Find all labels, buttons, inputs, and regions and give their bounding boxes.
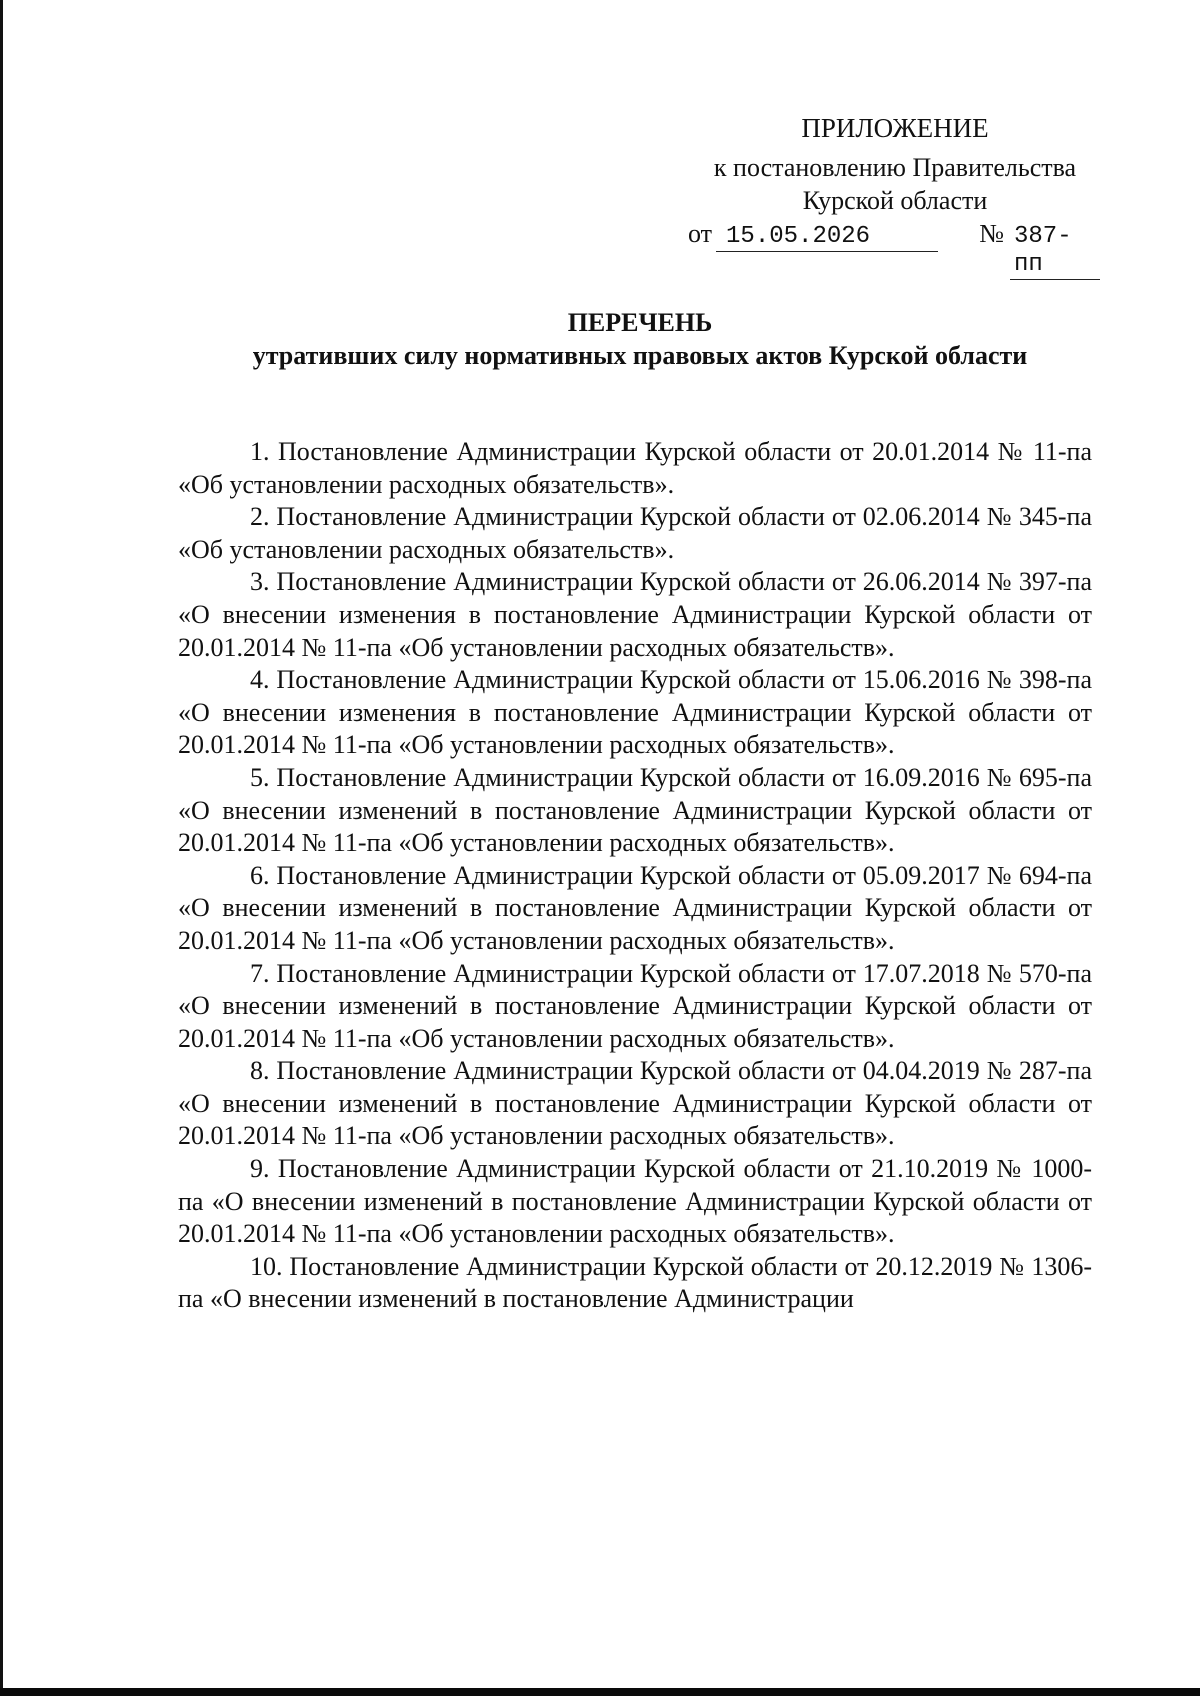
date-group: [688, 217, 938, 252]
list-item: 7. Постановление Администрации Курской области от 17.07.2018 № 570-па «О внесении изменений в постановление Администрации Курской области от 20.01.2014 № 11-па «Об установлении расходных обязательств».: [178, 958, 1092, 1053]
list-item: 10. Постановление Администрации Курской области от 20.12.2019 № 1306-па «О внесении изменений в постановление Администрации: [178, 1251, 1092, 1314]
list-item: 4. Постановление Администрации Курской области от 15.06.2016 № 398-па «О внесении изменения в постановление Администрации Курской области от 20.01.2014 № 11-па «Об установлении расходных обязательств».: [178, 665, 1092, 760]
date-value: 15.05.2026: [716, 223, 938, 252]
appendix-date-row: [688, 217, 1100, 280]
document-title: ПЕРЕЧЕНЬ: [567, 308, 713, 337]
scan-left-edge: [0, 0, 3, 1696]
appendix-line-resolution: к постановлению Правительства: [713, 153, 1077, 182]
appendix-title: ПРИЛОЖЕНИЕ: [801, 113, 989, 143]
list-item: 5. Постановление Администрации Курской области от 16.09.2016 № 695-па «О внесении изменений в постановление Администрации Курской области от 20.01.2014 № 11-па «Об установлении расходных обязательств».: [178, 762, 1092, 858]
list-item: 2. Постановление Администрации Курской области от 02.06.2014 № 345-па «Об установлении расходных обязательств».: [178, 502, 1092, 564]
scan-bottom-edge: [0, 1688, 1200, 1696]
list-item: 8. Постановление Администрации Курской области от 04.04.2019 № 287-па «О внесении изменений в постановление Администрации Курской области от 20.01.2014 № 11-па «Об установлении расходных обязательств».: [178, 1056, 1092, 1151]
number-group: [979, 217, 1100, 280]
acts-list: [178, 436, 1092, 1316]
list-item: 6. Постановление Администрации Курской области от 05.09.2017 № 694-па «О внесении изменений в постановление Администрации Курской области от 20.01.2014 № 11-па «Об установлении расходных обязательств».: [178, 860, 1092, 955]
appendix-line-region: Курской области: [802, 186, 988, 215]
list-item: 9. Постановление Администрации Курской области от 21.10.2019 № 1000-па «О внесении изменений в постановление Администрации Курской области от 20.01.2014 № 11-па «Об установлении расходных обязательств».: [178, 1154, 1092, 1249]
number-label: №: [979, 219, 1004, 248]
appendix-block: [690, 112, 1100, 280]
list-item: 1. Постановление Администрации Курской области от 20.01.2014 № 11-па «Об установлении расходных обязательств».: [178, 437, 1092, 499]
number-value: 387-пп: [1010, 223, 1100, 280]
document-heading: [180, 306, 1100, 372]
date-label: от: [688, 219, 713, 248]
document-subtitle: утративших силу нормативных правовых актов Курской области: [252, 341, 1028, 370]
list-item: 3. Постановление Администрации Курской области от 26.06.2014 № 397-па «О внесении изменения в постановление Администрации Курской области от 20.01.2014 № 11-па «Об установлении расходных обязательств».: [178, 567, 1092, 662]
